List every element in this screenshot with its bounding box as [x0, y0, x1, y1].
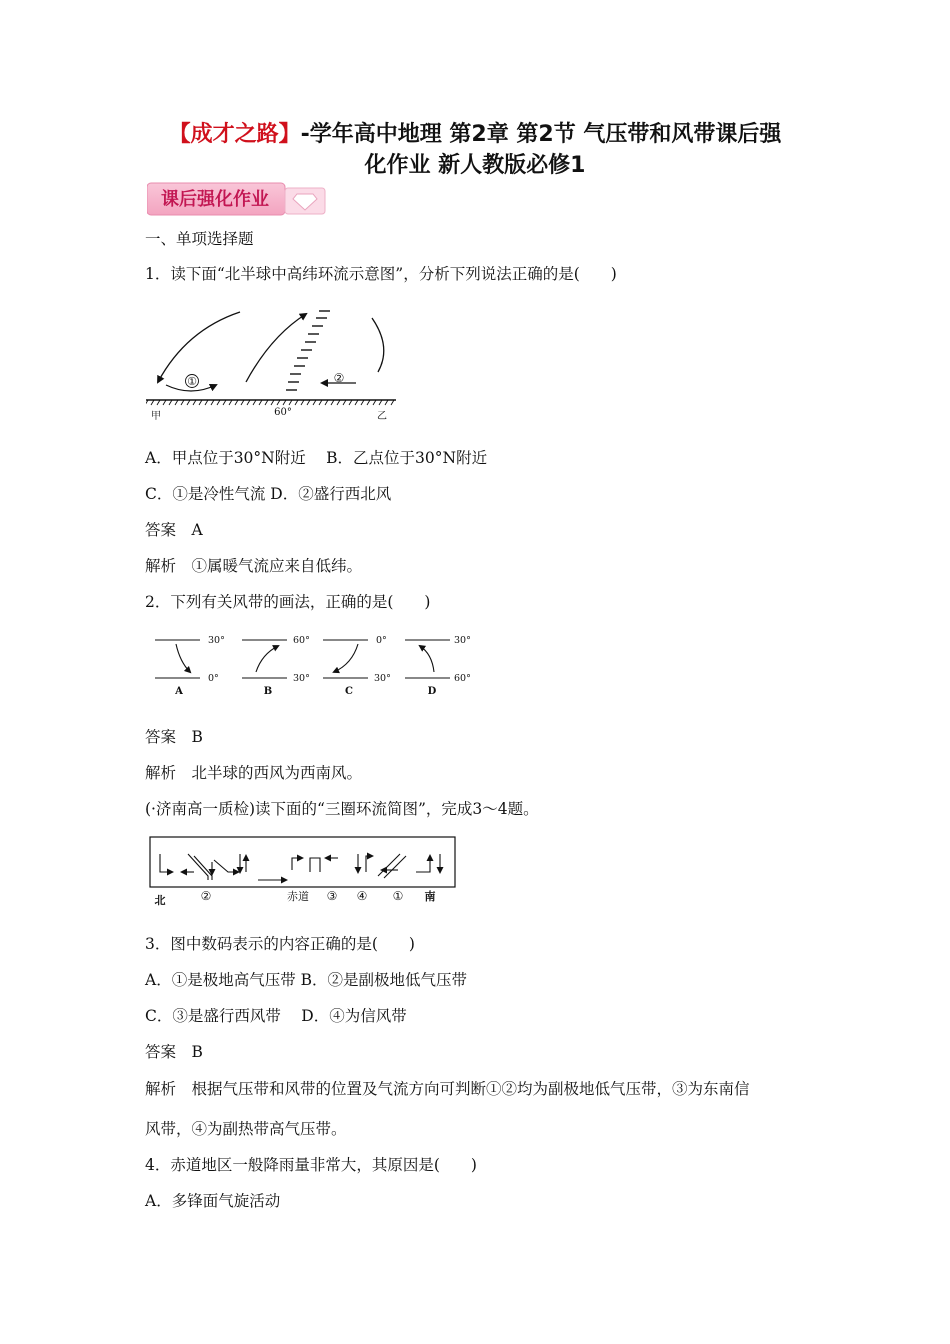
rising-arrow [246, 314, 306, 382]
panel-c-top: 0° [376, 635, 387, 646]
panel-a-top: 30° [208, 635, 225, 646]
q3-analysis-line2: 风带，④为副热带高气压带。 [145, 1120, 347, 1138]
panel-d-top: 30° [454, 635, 471, 646]
fig3-label-2: ② [200, 889, 212, 903]
fig3-north: 北 [154, 894, 166, 907]
fig3-south: 南 [424, 890, 436, 903]
q3-stem: 3．图中数码表示的内容正确的是( ) [145, 935, 415, 953]
panel-c-label: C [345, 686, 353, 697]
panel-b-bottom: 30° [293, 673, 310, 684]
fig1-label-jia: 甲 [151, 411, 161, 422]
q2-answer: 答案 B [145, 728, 203, 746]
panel-b [242, 635, 310, 697]
fig3-label-3: ③ [326, 889, 338, 903]
wind-belt-options-figure [150, 628, 480, 700]
q3-analysis-line1: 解析 根据气压带和风带的位置及气流方向可判断①②均为副极地低气压带，③为东南信 [145, 1080, 750, 1098]
panel-d-label: D [427, 686, 437, 697]
title-bracket: 【成才之路】 [168, 122, 301, 147]
q3-options-ab: A．①是极地高气压带 B．②是副极地低气压带 [145, 971, 468, 989]
fig3-label-4: ④ [356, 889, 368, 903]
homework-badge [147, 182, 327, 216]
fig1-label-yi: 乙 [377, 411, 387, 422]
panel-c-bottom: 30° [374, 673, 391, 684]
q4-stem: 4．赤道地区一般降雨量非常大，其原因是( ) [145, 1156, 477, 1174]
fig1-label-60: 60° [274, 407, 292, 418]
q1-answer: 答案 A [145, 521, 203, 539]
page-title [100, 120, 850, 150]
panel-a [155, 635, 225, 697]
q1-options-cd: C．①是冷性气流 D．②盛行西北风 [145, 485, 392, 503]
q3-q4-intro: (·济南高一质检)读下面的“三圈环流简图”，完成3～4题。 [145, 800, 539, 818]
right-curve [372, 318, 384, 372]
fig3-equator: 赤道 [287, 890, 309, 903]
page-title-line2: 化作业 新人教版必修1 [364, 153, 586, 178]
q2-analysis: 解析 北半球的西风为西南风。 [145, 764, 363, 782]
panel-d [405, 635, 471, 697]
circulation-figure [146, 302, 396, 426]
fig1-label-2: ② [333, 371, 345, 385]
q1-analysis: 解析 ①属暖气流应来自低纬。 [145, 557, 363, 575]
q3-answer: 答案 B [145, 1043, 203, 1061]
panel-b-label: B [263, 686, 273, 697]
badge-label: 课后强化作业 [161, 189, 269, 210]
q1-stem: 1．读下面“北半球中高纬环流示意图”，分析下列说法正确的是( ) [145, 265, 617, 283]
panel-a-label: A [175, 686, 183, 697]
panel-c [323, 635, 391, 697]
section-heading: 一、单项选择题 [145, 230, 254, 248]
panel-a-bottom: 0° [208, 673, 219, 684]
title-line1: -学年高中地理 第2章 第2节 气压带和风带课后强 [300, 122, 782, 147]
fig1-label-1: ① [187, 375, 197, 388]
q3-options-cd: C．③是盛行西风带 D．④为信风带 [145, 1007, 407, 1025]
q2-stem: 2．下列有关风带的画法，正确的是( ) [145, 593, 431, 611]
fig3-label-1: ① [392, 889, 404, 903]
panel-b-top: 60° [293, 635, 310, 646]
q4-option-a: A．多锋面气旋活动 [145, 1192, 281, 1210]
panel-d-bottom: 60° [454, 673, 471, 684]
descending-arrow [158, 312, 240, 382]
q1-options-ab: A．甲点位于30°N附近 B．乙点位于30°N附近 [145, 449, 488, 467]
three-cell-circulation-figure [148, 832, 458, 908]
